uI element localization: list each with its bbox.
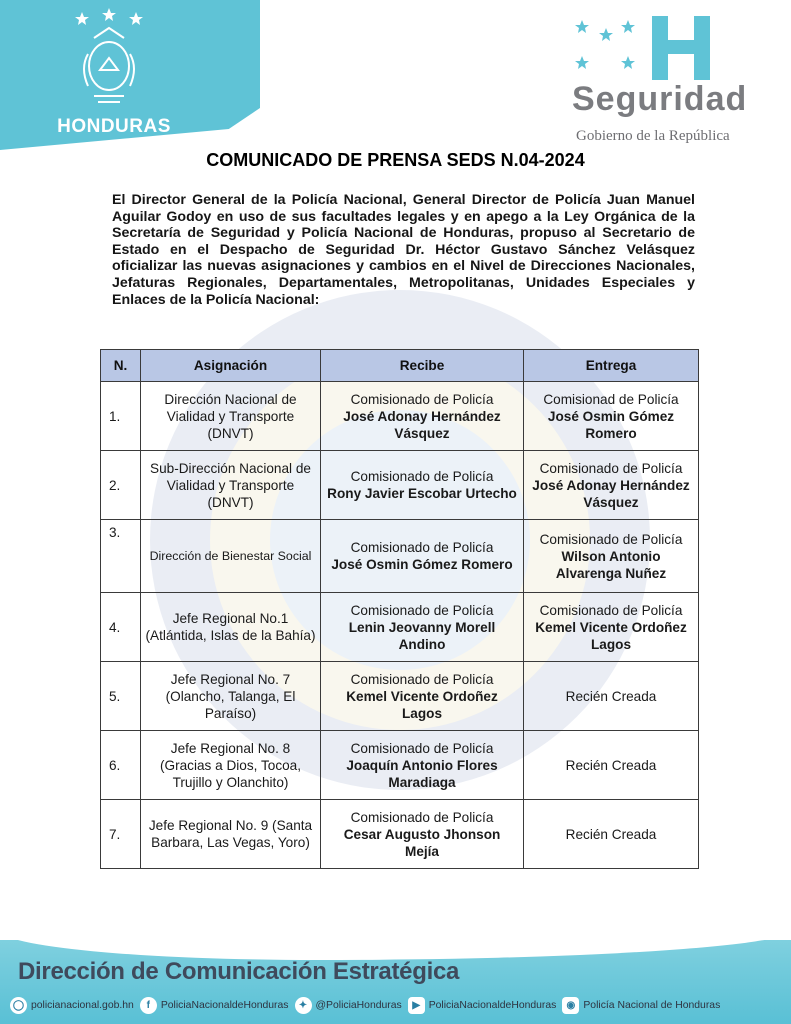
giver-cell: Recién Creada (524, 731, 699, 800)
coat-of-arms-icon (74, 8, 144, 108)
giver-cell: Recién Creada (524, 800, 699, 869)
receiver-rank: Comisionado de Policía (350, 809, 494, 825)
giver-name: José Adonay Hernández Vásquez (532, 477, 690, 510)
receiver-name: Cesar Augusto Jhonson Mejía (343, 826, 501, 859)
youtube-link[interactable] (408, 997, 557, 1014)
instagram-link-text: Policía Nacional de Honduras (583, 999, 721, 1011)
receiver-cell (321, 382, 524, 451)
receiver-name: José Osmin Gómez Romero (331, 557, 513, 572)
assignments-table (100, 349, 699, 869)
facebook-link[interactable] (140, 997, 289, 1014)
receiver-name: Kemel Vicente Ordoñez Lagos (346, 688, 498, 721)
giver-rank: Comisionad de Policía (543, 391, 679, 407)
table-row (101, 451, 699, 520)
twitter-icon: ✦ (295, 997, 312, 1014)
giver-cell (524, 382, 699, 451)
column-header-entrega: Entrega (524, 350, 699, 382)
table-row (101, 593, 699, 662)
column-header-recibe: Recibe (321, 350, 524, 382)
instagram-icon: ◉ (562, 997, 579, 1014)
website-link[interactable] (10, 997, 134, 1014)
table-row (101, 520, 699, 593)
table-row (101, 800, 699, 869)
assignment-cell: Sub-Dirección Nacional de Vialidad y Transporte (DNVT) (141, 451, 321, 520)
facebook-link-text: PoliciaNacionaldeHonduras (160, 999, 289, 1011)
row-number: 3. (101, 520, 141, 593)
receiver-rank: Comisionado de Policía (350, 540, 494, 555)
row-number: 4. (101, 593, 141, 662)
footer-social-links (10, 994, 785, 1016)
receiver-name: José Adonay Hernández Vásquez (343, 408, 501, 441)
giver-name: José Osmin Gómez Romero (547, 408, 675, 441)
column-header-asignacion: Asignación (141, 350, 321, 382)
globe-icon: ◯ (10, 997, 27, 1014)
receiver-rank: Comisionado de Policía (350, 602, 494, 618)
website-link-text: policianacional.gob.hn (31, 999, 134, 1011)
assignment-cell: Jefe Regional No. 9 (Santa Barbara, Las Vegas, Yoro) (141, 800, 321, 869)
seguridad-h-logo-icon (650, 16, 712, 80)
table-row (101, 662, 699, 731)
brand-subtitle: Gobierno de la República (576, 128, 730, 144)
giver-name: Kemel Vicente Ordoñez Lagos (535, 619, 687, 652)
stars-icon (572, 18, 642, 74)
row-number: 1. (101, 382, 141, 451)
youtube-link-text: PoliciaNacionaldeHonduras (428, 999, 557, 1011)
giver-rank: Comisionado de Policía (539, 531, 683, 547)
column-header-number: N. (101, 350, 141, 382)
twitter-link[interactable] (295, 997, 402, 1014)
row-number: 2. (101, 451, 141, 520)
row-number: 5. (101, 662, 141, 731)
brand-name: Seguridad (572, 80, 748, 118)
receiver-cell (321, 731, 524, 800)
footer-title: Dirección de Comunicación Estratégica (18, 958, 460, 985)
assignment-cell: Dirección Nacional de Vialidad y Transporte (DNVT) (141, 382, 321, 451)
receiver-cell (321, 451, 524, 520)
row-number: 7. (101, 800, 141, 869)
receiver-name: Joaquín Antonio Flores Maradiaga (346, 757, 498, 790)
instagram-link[interactable] (562, 997, 720, 1014)
giver-cell (524, 451, 699, 520)
table-row (101, 731, 699, 800)
giver-rank: Comisionado de Policía (539, 602, 683, 618)
table-row (101, 382, 699, 451)
twitter-link-text: @PoliciaHonduras (315, 999, 402, 1011)
row-number: 6. (101, 731, 141, 800)
receiver-cell (321, 520, 524, 593)
receiver-rank: Comisionado de Policía (350, 391, 494, 407)
youtube-icon: ▶ (408, 997, 425, 1014)
assignment-cell: Jefe Regional No. 8 (Gracias a Dios, Tocoa, Trujillo y Olanchito) (141, 731, 321, 800)
receiver-cell (321, 593, 524, 662)
facebook-icon: f (140, 997, 157, 1014)
receiver-rank: Comisionado de Policía (350, 469, 494, 484)
assignment-cell: Jefe Regional No.1 (Atlántida, Islas de la Bahía) (141, 593, 321, 662)
giver-rank: Comisionado de Policía (539, 460, 683, 476)
receiver-name: Lenin Jeovanny Morell Andino (348, 619, 496, 652)
giver-cell: Recién Creada (524, 662, 699, 731)
assignment-cell: Dirección de Bienestar Social (141, 520, 321, 593)
giver-cell (524, 520, 699, 593)
table-header-row (101, 350, 699, 382)
receiver-cell (321, 800, 524, 869)
receiver-cell (321, 662, 524, 731)
giver-name: Wilson Antonio Alvarenga Nuñez (555, 548, 667, 581)
country-label: HONDURAS (57, 116, 171, 137)
receiver-rank: Comisionado de Policía (350, 671, 494, 687)
receiver-rank: Comisionado de Policía (350, 740, 494, 756)
giver-cell (524, 593, 699, 662)
intro-paragraph: El Director General de la Policía Nacional, General Director de Policía Juan Manuel Aguilar Godoy en uso de sus facultades legales y en apego a la Ley Orgánica de la Secretaría de Seguridad y Policía Nacional de Honduras, propuso al Secretario de Estado en el Despacho de Seguridad Dr. Héctor Gustavo Sánchez Velásquez oficializar las nuevas asignaciones y cambios en el Nivel de Direcciones Nacionales, Jefaturas Regionales, Departamentales, Metropolitanas, Unidades Especiales y Enlaces de la Policía Nacional: (112, 192, 695, 308)
receiver-name: Rony Javier Escobar Urtecho (327, 486, 517, 501)
assignment-cell: Jefe Regional No. 7 (Olancho, Talanga, El Paraíso) (141, 662, 321, 731)
document-title: COMUNICADO DE PRENSA SEDS N.04-2024 (206, 150, 585, 170)
